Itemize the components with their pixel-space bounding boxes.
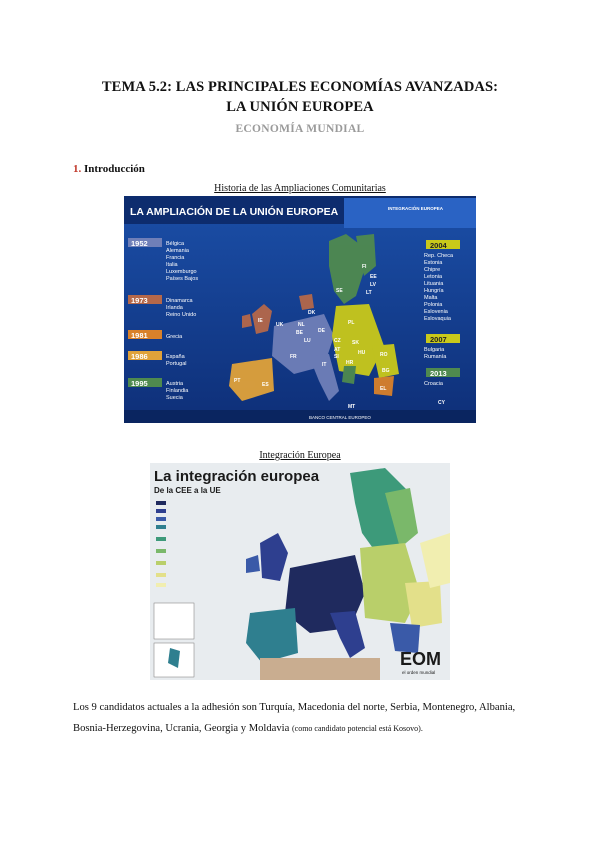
- legend-2004-country-8: Eslovenia: [424, 309, 448, 315]
- eu-integration-map: [150, 463, 450, 680]
- candidates-text: Los 9 candidatos actuales a la adhesión son Turquía, Macedonia del norte, Serbia, Montenegro, Albania, Bosnia-Herzegovina, Ucrania, Georgia y Moldavia: [73, 702, 516, 734]
- legend-1986-country-0: España: [166, 354, 185, 360]
- legend-2004-country-5: Hungría: [424, 288, 444, 294]
- code-pl: PL: [348, 320, 355, 326]
- legend-swatch-4: [156, 537, 166, 541]
- legend-2007-country-1: Rumanía: [424, 354, 447, 360]
- legend-1952-country-1: Alemania: [166, 248, 189, 254]
- legend-2004-country-0: Rep. Checa: [424, 253, 454, 259]
- code-fr: FR: [290, 354, 297, 360]
- document-subtitle: ECONOMÍA MUNDIAL: [235, 123, 365, 135]
- map1-header: LA AMPLIACIÓN DE LA UNIÓN EUROPEA: [130, 206, 339, 218]
- code-lv: LV: [370, 282, 377, 288]
- legend-2004-country-3: Letonia: [424, 274, 443, 280]
- legend-1973-year: 1973: [131, 296, 148, 305]
- code-hr: HR: [346, 360, 354, 366]
- code-fi: FI: [362, 264, 367, 270]
- legend-1973-country-0: Dinamarca: [166, 298, 193, 304]
- legend-2004-country-6: Malta: [424, 295, 438, 301]
- code-si: SI: [334, 354, 339, 360]
- code-dk: DK: [308, 310, 316, 316]
- map2-title: La integración europea: [154, 468, 320, 485]
- inset-1: [154, 603, 194, 639]
- legend-2004-country-1: Estonia: [424, 260, 443, 266]
- legend-2004-country-4: Lituania: [424, 281, 444, 287]
- legend-2004-country-9: Eslovaquia: [424, 316, 451, 322]
- legend-1952-country-2: Francia: [166, 255, 185, 261]
- map2-logo: EOM: [400, 649, 442, 669]
- legend-2013-year: 2013: [430, 369, 447, 378]
- legend-2007-year: 2007: [430, 335, 447, 344]
- legend-1995-year: 1995: [131, 379, 148, 388]
- legend-swatch-2: [156, 517, 166, 521]
- map2-logo-sub: el orden mundial: [402, 670, 436, 675]
- section-number: 1.: [73, 163, 82, 175]
- document-title-line-1: TEMA 5.2: LAS PRINCIPALES ECONOMÍAS AVANZADAS:: [101, 79, 499, 95]
- map1-logo-text: INTEGRACIÓN EUROPEA: [388, 206, 444, 211]
- code-cy: CY: [438, 400, 445, 406]
- section-heading: [73, 163, 145, 175]
- section-title: Introducción: [84, 163, 145, 175]
- legend-2007-country-0: Bulgaria: [424, 347, 445, 353]
- legend-1952-year: 1952: [131, 239, 148, 248]
- legend-2004-year: 2004: [430, 241, 447, 250]
- code-es: ES: [262, 382, 269, 388]
- legend-1995-country-2: Suecia: [166, 395, 183, 401]
- code-sk: SK: [352, 340, 359, 346]
- legend-1986-country-1: Portugal: [166, 361, 187, 367]
- legend-2004-country-2: Chipre: [424, 267, 441, 273]
- legend-1995-country-0: Austria: [166, 381, 184, 387]
- code-ro: RO: [380, 352, 388, 358]
- legend-swatch-3: [156, 525, 166, 529]
- code-uk: UK: [276, 322, 284, 328]
- map1-footer: BANCO CENTRAL EUROPEO: [309, 415, 371, 420]
- code-de: DE: [318, 328, 325, 334]
- legend-2004-country-7: Polonia: [424, 302, 443, 308]
- legend-swatch-6: [156, 561, 166, 565]
- code-at: AT: [334, 347, 341, 353]
- map1-footer-band: [124, 410, 476, 423]
- eu-enlargement-map: [124, 196, 476, 423]
- legend-1981-country-0: Grecia: [166, 334, 183, 340]
- legend-1986-year: 1986: [131, 352, 148, 361]
- code-lu: LU: [304, 338, 311, 344]
- legend-swatch-1: [156, 509, 166, 513]
- legend-1952-country-3: Italia: [166, 262, 178, 268]
- legend-swatch-7: [156, 573, 166, 577]
- legend-1952-country-5: Países Bajos: [166, 276, 199, 282]
- code-ee: EE: [370, 274, 377, 280]
- candidates-note: (como candidato potencial está Kosovo).: [291, 724, 423, 733]
- legend-swatch-0: [156, 501, 166, 505]
- code-pt: PT: [234, 378, 241, 384]
- legend-1973-country-2: Reino Unido: [166, 312, 197, 318]
- code-hu: HU: [358, 350, 366, 356]
- candidates-paragraph: [73, 697, 528, 739]
- code-be: BE: [296, 330, 303, 336]
- code-nl: NL: [298, 322, 305, 328]
- code-el: EL: [380, 386, 387, 392]
- code-bg: BG: [382, 368, 390, 374]
- legend-1995-country-1: Finlandia: [166, 388, 189, 394]
- document-title-line-2: LA UNIÓN EUROPEA: [226, 99, 374, 115]
- code-it: IT: [322, 362, 327, 368]
- legend-1973-country-1: Irlanda: [166, 305, 183, 311]
- legend-swatch-8: [156, 583, 166, 587]
- legend-2013-country-0: Croacia: [424, 381, 443, 387]
- region-north-africa: [260, 658, 380, 680]
- map1-logo-box: [344, 198, 476, 228]
- code-lt: LT: [366, 290, 372, 296]
- legend-swatch-5: [156, 549, 166, 553]
- caption-ampliaciones: Historia de las Ampliaciones Comunitarias: [214, 183, 386, 194]
- code-ie: IE: [258, 318, 263, 324]
- code-mt: MT: [348, 404, 356, 410]
- caption-integracion: Integración Europea: [259, 450, 341, 461]
- legend-1952-country-0: Bélgica: [166, 241, 185, 247]
- country-croatia: [342, 366, 356, 384]
- legend-1952-country-4: Luxemburgo: [166, 269, 197, 275]
- legend-1981-year: 1981: [131, 331, 148, 340]
- map2-subtitle: De la CEE a la UE: [154, 486, 221, 495]
- code-se: SE: [336, 288, 343, 294]
- code-cz: CZ: [334, 338, 341, 344]
